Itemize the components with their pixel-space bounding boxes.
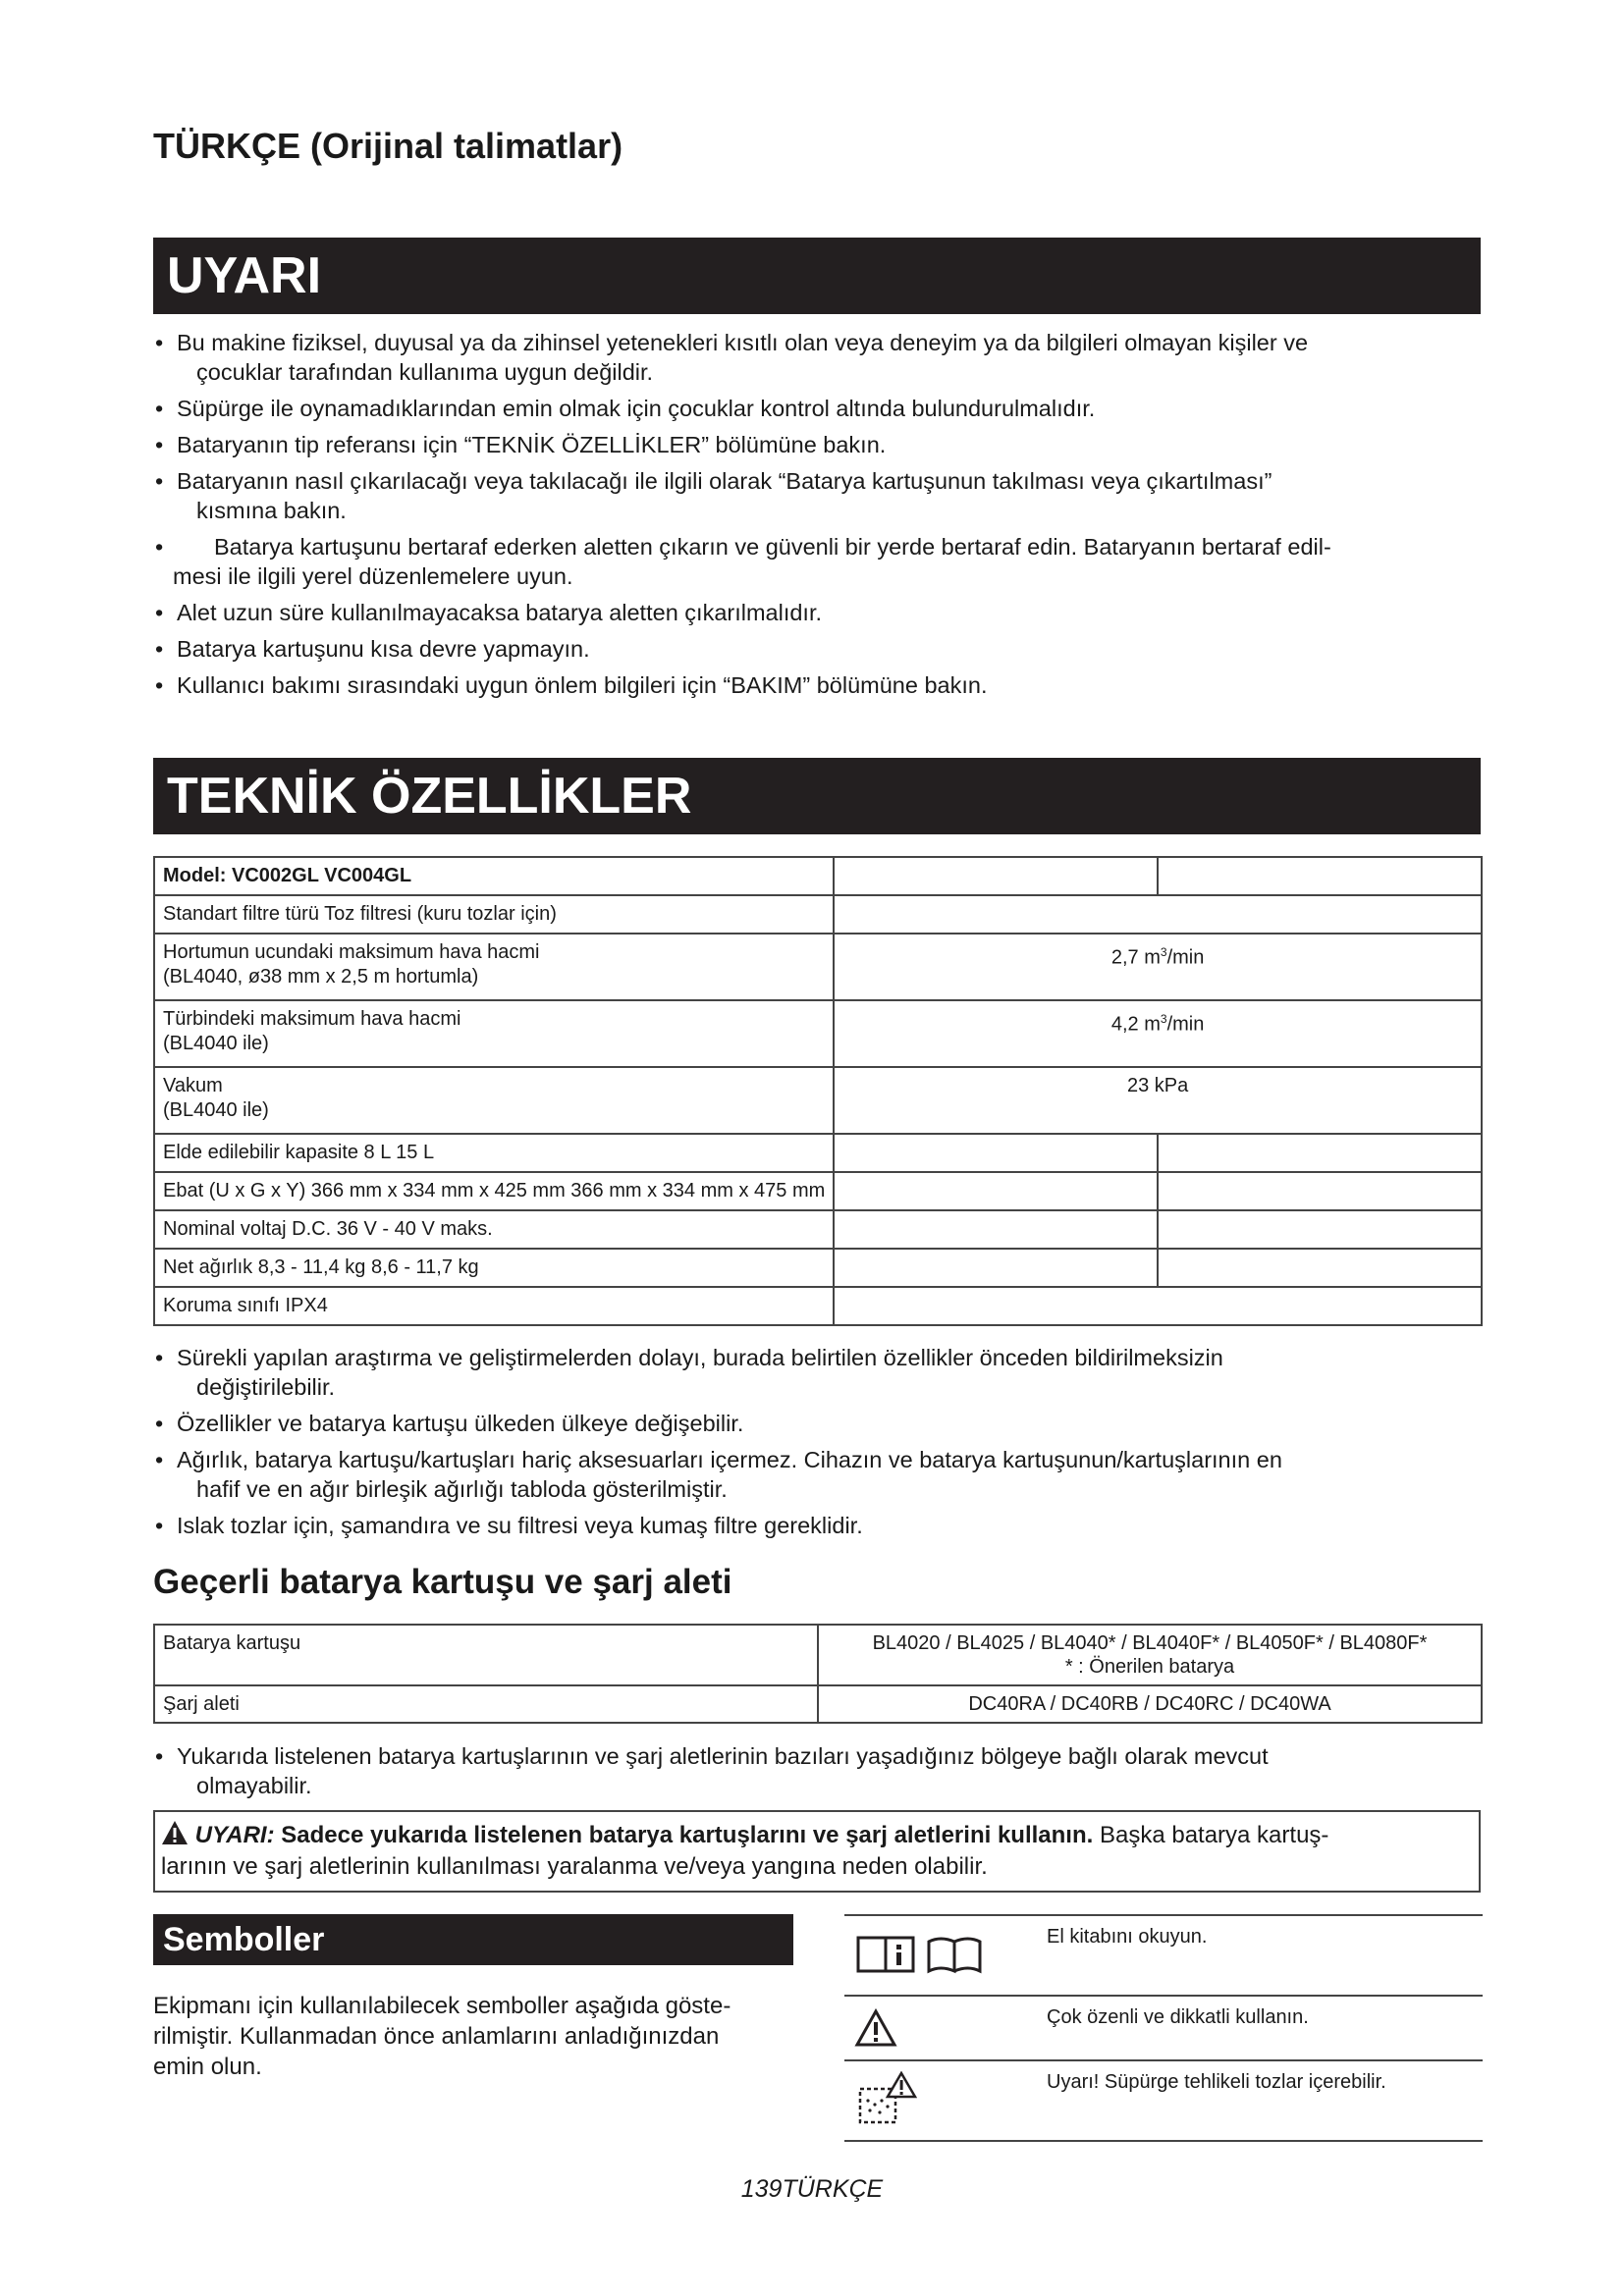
table-row [154, 1067, 1482, 1134]
symbol-text: Çok özenli ve dikkatli kullanın. [1047, 2006, 1309, 2028]
list-item: • Yukarıda listelenen batarya kartuşlarının ve şarj aletlerinin bazıları yaşadığınız bölgeye bağlı olarak mevcut olmayabilir. [153, 1741, 1481, 1800]
footer-language: TÜRKÇE [782, 2175, 884, 2203]
spec-label: Model: VC002GL VC004GL [154, 857, 834, 895]
table-row [154, 934, 1482, 1000]
list-item: • Bu makine fiziksel, duyusal ya da zihinsel yetenekleri kısıtlı olan veya deneyim ya da bilgileri olmayan kişiler ve çocuklar tarafından kullanıma uygun değildir. [153, 328, 1481, 387]
spec-label: Vakum (BL4040 ile) [154, 1067, 834, 1134]
table-row [154, 1249, 1482, 1287]
symbol-text: Uyarı! Süpürge tehlikeli tozlar içerebilir. [1047, 2071, 1386, 2093]
symbols-table [844, 1914, 1483, 2142]
list-item: • Batarya kartuşunu bertaraf ederken aletten çıkarın ve güvenli bir yerde bertaraf edin. Bataryanın bertaraf edil- mesi ile ilgili yerel düzenlemelere uyun. [153, 532, 1481, 591]
hazardous-dust-icon [854, 2071, 917, 2131]
battery-table [153, 1624, 1483, 1724]
spec-label: Koruma sınıfı IPX4 [154, 1287, 834, 1325]
symbol-row [844, 2059, 1483, 2142]
warning-text: larının ve şarj aletlerinin kullanılması yaralanma ve/veya yangına neden olabilir. [161, 1853, 988, 1880]
table-row [154, 1000, 1482, 1067]
page-number: 139 [740, 2175, 783, 2203]
page-footer [0, 2175, 1624, 2204]
list-item: • Batarya kartuşunu kısa devre yapmayın. [153, 634, 1481, 664]
list-item: • Alet uzun süre kullanılmayacaksa batarya aletten çıkarılmalıdır. [153, 598, 1481, 627]
table-row [154, 857, 1482, 895]
warning-list [153, 328, 1481, 707]
spec-value: 23 kPa [834, 1067, 1482, 1134]
charger-label: Şarj aleti [154, 1685, 818, 1723]
list-item: • Islak tozlar için, şamandıra ve su filtresi veya kumaş filtre gereklidir. [153, 1511, 1481, 1540]
list-item: • Sürekli yapılan araştırma ve geliştirmelerden dolayı, burada belirtilen özellikler önceden bildirilmeksizin değiştirilebilir. [153, 1343, 1481, 1402]
battery-notes [153, 1741, 1481, 1807]
specs-heading: TEKNİK ÖZELLİKLER [153, 758, 1481, 834]
caution-triangle-icon [854, 2008, 897, 2053]
symbol-row [844, 1995, 1483, 2059]
spec-label: Ebat (U x G x Y) 366 mm x 334 mm x 425 mm 366 mm x 334 mm x 475 mm [154, 1172, 834, 1210]
warning-strong-text: Sadece yukarıda listelenen batarya kartuşlarını ve şarj aletlerini kullanın. [281, 1822, 1094, 1848]
list-item: • Özellikler ve batarya kartuşu ülkeden ülkeye değişebilir. [153, 1409, 1481, 1438]
list-item: • Bataryanın tip referansı için “TEKNİK ÖZELLİKLER” bölümüne bakın. [153, 430, 1481, 459]
table-row [154, 1134, 1482, 1172]
table-row [154, 1210, 1482, 1249]
spec-label: Hortumun ucundaki maksimum hava hacmi (BL4040, ø38 mm x 2,5 m hortumla) [154, 934, 834, 1000]
spec-label: Nominal voltaj D.C. 36 V - 40 V maks. [154, 1210, 834, 1249]
table-row [154, 895, 1482, 934]
spec-label: Elde edilebilir kapasite 8 L 15 L [154, 1134, 834, 1172]
specs-notes [153, 1343, 1481, 1547]
warning-text: Başka batarya kartuş- [1099, 1822, 1329, 1848]
charger-value: DC40RA / DC40RB / DC40RC / DC40WA [818, 1685, 1482, 1723]
symbols-intro: Ekipmanı için kullanılabilecek semboller aşağıda göste- rilmiştir. Kullanmadan önce anlamlarını anladığınızdan emin olun. [153, 1993, 731, 2080]
list-item: • Bataryanın nasıl çıkarılacağı veya takılacağı ile ilgili olarak “Batarya kartuşunun takılması veya çıkartılması” kısmına bakın. [153, 466, 1481, 525]
spec-label: Standart filtre türü Toz filtresi (kuru tozlar için) [154, 895, 834, 934]
warning-heading: UYARI [153, 238, 1481, 314]
battery-label: Batarya kartuşu [154, 1625, 818, 1685]
table-row [154, 1685, 1482, 1723]
list-item: • Ağırlık, batarya kartuşu/kartuşları hariç aksesuarları içermez. Cihazın ve batarya kartuşunun/kartuşlarının en hafif ve en ağır birleşik ağırlığı tabloda gösterilmiştir. [153, 1445, 1481, 1504]
warning-label: UYARI: [194, 1822, 275, 1848]
symbols-heading: Semboller [153, 1914, 793, 1965]
specs-table [153, 856, 1483, 1326]
read-manual-icon [854, 1932, 992, 1980]
table-row [154, 1625, 1482, 1685]
spec-value: 4,2 $m^3/\min$ [834, 1000, 1482, 1067]
list-item: • Süpürge ile oynamadıklarından emin olmak için çocuklar kontrol altında bulundurulmalıdır. [153, 394, 1481, 423]
spec-label: Türbindeki maksimum hava hacmi (BL4040 ile) [154, 1000, 834, 1067]
list-item: • Kullanıcı bakımı sırasındaki uygun önlem bilgileri için “BAKIM” bölümüne bakın. [153, 670, 1481, 700]
symbol-text: El kitabını okuyun. [1047, 1926, 1208, 1948]
page-title: TÜRKÇE (Orijinal talimatlar) [153, 126, 623, 166]
warning-box [153, 1810, 1481, 1893]
warning-triangle-icon [161, 1820, 189, 1845]
table-row [154, 1172, 1482, 1210]
spec-label: Net ağırlık 8,3 - 11,4 kg 8,6 - 11,7 kg [154, 1249, 834, 1287]
table-row [154, 1287, 1482, 1325]
spec-value: 2,7 $m^3/\min$ [834, 934, 1482, 1000]
battery-heading: Geçerli batarya kartuşu ve şarj aleti [153, 1563, 732, 1601]
battery-value: BL4020 / BL4025 / BL4040* / BL4040F* / BL4050F* / BL4080F* * : Önerilen batarya [818, 1625, 1482, 1685]
symbol-row [844, 1914, 1483, 1995]
